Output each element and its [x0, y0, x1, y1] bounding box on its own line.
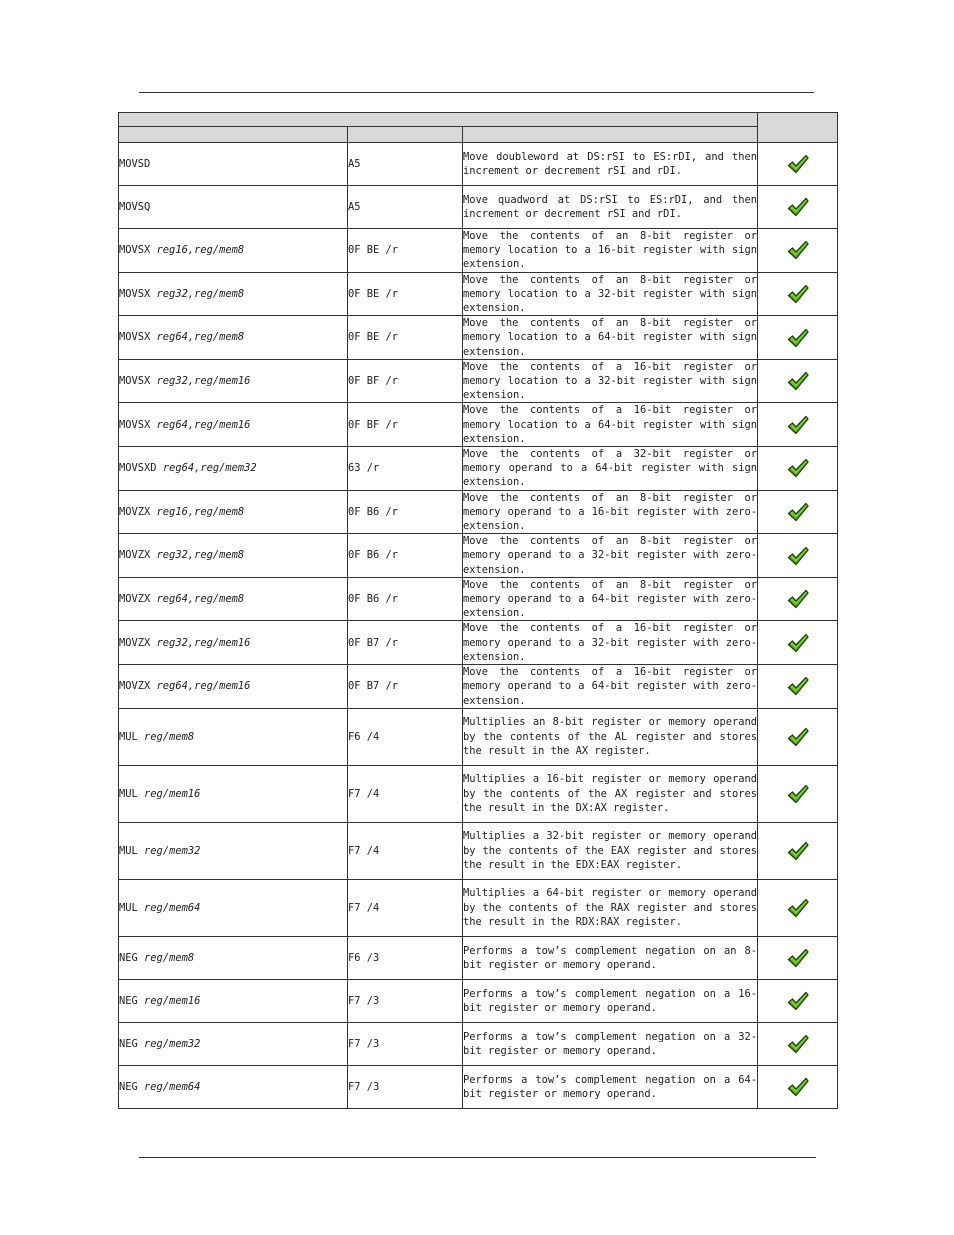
header-group-cell — [119, 113, 758, 127]
support-cell — [758, 822, 838, 879]
table-row — [119, 186, 838, 229]
table-row — [119, 316, 838, 360]
support-cell — [758, 229, 838, 273]
operands-text: reg64,reg/mem8 — [156, 331, 245, 344]
opcode-cell: A5 — [348, 143, 463, 186]
checkmark-icon — [787, 371, 809, 391]
opcode-cell: F7 /3 — [348, 1022, 463, 1065]
support-cell — [758, 534, 838, 578]
table-row — [119, 229, 838, 273]
checkmark-icon — [787, 676, 809, 696]
operands-text: reg64,reg/mem16 — [156, 418, 251, 431]
opcode-cell: 0F BE /r — [348, 316, 463, 360]
checkmark-icon — [787, 991, 809, 1011]
description-cell: Multiplies a 64-bit register or memory operand by the contents of the RAX register and stores the result in the RDX:RAX register. — [463, 879, 758, 936]
operands-text: reg/mem64 — [144, 1080, 201, 1093]
instruction-cell — [119, 822, 348, 879]
operands-text: reg32,reg/mem8 — [156, 287, 245, 300]
description-cell: Move quadword at DS:rSI to ES:rDI, and then increment or decrement rSI and rDI. — [463, 186, 758, 229]
header-rule — [139, 92, 814, 93]
checkmark-icon — [787, 898, 809, 918]
description-cell: Move the contents of a 16-bit register or memory operand to a 64-bit register with zero-extension. — [463, 666, 758, 707]
instruction-cell — [119, 708, 348, 765]
opcode-cell: 0F BE /r — [348, 272, 463, 316]
opcode-cell: F7 /4 — [348, 765, 463, 822]
opcode-cell: A5 — [348, 186, 463, 229]
instruction-cell — [119, 447, 348, 491]
table-row — [119, 272, 838, 316]
instruction-cell — [119, 765, 348, 822]
opcode-cell: 63 /r — [348, 447, 463, 491]
instruction-cell — [119, 1022, 348, 1065]
table-row — [119, 359, 838, 403]
checkmark-icon — [787, 328, 809, 348]
description-cell: Multiplies a 16-bit register or memory operand by the contents of the AX register and stores the result in the DX:AX register. — [463, 765, 758, 822]
description-cell: Move the contents of an 8-bit register or memory location to a 16-bit register with sign extension. — [463, 230, 758, 271]
support-cell — [758, 403, 838, 447]
header-opcode-cell — [348, 127, 463, 143]
mnemonic-text: NEG — [119, 1080, 138, 1093]
table-row — [119, 447, 838, 491]
description-cell: Move the contents of an 8-bit register or memory operand to a 16-bit register with zero-extension. — [463, 491, 758, 533]
table-row — [119, 1022, 838, 1065]
operands-text: reg64,reg/mem8 — [156, 593, 245, 606]
checkmark-icon — [787, 546, 809, 566]
opcode-cell: F7 /3 — [348, 979, 463, 1022]
description-cell: Move the contents of a 16-bit register or memory location to a 32-bit register with sign extension. — [463, 360, 758, 402]
description-cell: Multiplies a 32-bit register or memory operand by the contents of the EAX register and stores the result in the EDX:EAX register. — [463, 822, 758, 879]
checkmark-icon — [787, 589, 809, 609]
opcode-cell: 0F BF /r — [348, 403, 463, 447]
instruction-cell — [119, 979, 348, 1022]
support-cell — [758, 879, 838, 936]
mnemonic-text: MOVSQ — [119, 200, 151, 213]
description-cell: Performs a tow’s complement negation on a 64-bit register or memory operand. — [463, 1065, 758, 1108]
mnemonic-text: MOVSD — [119, 157, 151, 170]
opcode-cell: 0F B6 /r — [348, 577, 463, 621]
table-row — [119, 936, 838, 979]
mnemonic-text: MOVSX — [119, 331, 151, 344]
opcode-cell: 0F B6 /r — [348, 534, 463, 578]
instruction-cell — [119, 403, 348, 447]
description-cell: Move the contents of a 32-bit register or memory operand to a 64-bit register with sign extension. — [463, 448, 758, 489]
support-cell — [758, 359, 838, 403]
header-description-cell — [463, 127, 758, 143]
support-cell — [758, 272, 838, 316]
opcode-cell: 0F BE /r — [348, 229, 463, 273]
description-cell: Performs a tow’s complement negation on an 8-bit register or memory operand. — [463, 936, 758, 979]
instruction-cell — [119, 1065, 348, 1108]
opcode-cell: 0F B6 /r — [348, 490, 463, 534]
table-row — [119, 1065, 838, 1108]
operands-text: reg/mem8 — [144, 951, 195, 964]
support-cell — [758, 979, 838, 1022]
instruction-cell — [119, 621, 348, 665]
support-cell — [758, 447, 838, 491]
description-cell: Move the contents of a 16-bit register or memory operand to a 32-bit register with zero-extension. — [463, 622, 758, 663]
operands-text: reg/mem8 — [144, 730, 195, 743]
checkmark-icon — [787, 1034, 809, 1054]
table-row — [119, 621, 838, 665]
instruction-cell — [119, 665, 348, 709]
instruction-table — [118, 112, 838, 1109]
description-cell: Move the contents of a 16-bit register or memory location to a 64-bit register with sign extension. — [463, 404, 758, 445]
description-cell: Performs a tow’s complement negation on a 16-bit register or memory operand. — [463, 979, 758, 1022]
mnemonic-text: MOVZX — [119, 505, 151, 518]
checkmark-icon — [787, 415, 809, 435]
checkmark-icon — [787, 727, 809, 747]
checkmark-icon — [787, 633, 809, 653]
table-row — [119, 822, 838, 879]
mnemonic-text: MOVZX — [119, 549, 151, 562]
support-cell — [758, 708, 838, 765]
support-cell — [758, 490, 838, 534]
instruction-cell — [119, 936, 348, 979]
opcode-cell: F7 /4 — [348, 879, 463, 936]
table-row — [119, 979, 838, 1022]
table-row — [119, 577, 838, 621]
operands-text: reg16,reg/mem8 — [156, 244, 245, 257]
header-support-cell — [758, 113, 838, 143]
checkmark-icon — [787, 1077, 809, 1097]
support-cell — [758, 143, 838, 186]
support-cell — [758, 621, 838, 665]
table-row — [119, 765, 838, 822]
description-cell: Move doubleword at DS:rSI to ES:rDI, and then increment or decrement rSI and rDI. — [463, 143, 758, 186]
instruction-cell — [119, 186, 348, 229]
checkmark-icon — [787, 240, 809, 260]
mnemonic-text: MUL — [119, 730, 138, 743]
instruction-cell — [119, 229, 348, 273]
operands-text: reg16,reg/mem8 — [156, 505, 245, 518]
checkmark-icon — [787, 841, 809, 861]
description-cell: Multiplies an 8-bit register or memory operand by the contents of the AL register and stores the result in the AX register. — [463, 708, 758, 765]
mnemonic-text: MOVZX — [119, 680, 151, 693]
instruction-cell — [119, 534, 348, 578]
table-row — [119, 879, 838, 936]
opcode-cell: F6 /4 — [348, 708, 463, 765]
mnemonic-text: MUL — [119, 901, 138, 914]
support-cell — [758, 1022, 838, 1065]
operands-text: reg/mem32 — [144, 1037, 201, 1050]
description-cell: Move the contents of an 8-bit register or memory location to a 64-bit register with sign extension. — [463, 317, 758, 358]
opcode-cell: F7 /4 — [348, 822, 463, 879]
mnemonic-text: MOVZX — [119, 636, 151, 649]
instruction-cell — [119, 879, 348, 936]
header-mnemonic-cell — [119, 127, 348, 143]
table-row — [119, 534, 838, 578]
instruction-cell — [119, 316, 348, 360]
support-cell — [758, 186, 838, 229]
mnemonic-text: MUL — [119, 787, 138, 800]
operands-text: reg64,reg/mem16 — [156, 680, 251, 693]
mnemonic-text: MOVSXD — [119, 462, 157, 475]
support-cell — [758, 765, 838, 822]
operands-text: reg32,reg/mem16 — [156, 375, 251, 388]
opcode-cell: 0F B7 /r — [348, 621, 463, 665]
footer-rule — [139, 1157, 816, 1158]
mnemonic-text: MOVSX — [119, 244, 151, 257]
support-cell — [758, 316, 838, 360]
table-row — [119, 665, 838, 709]
table-row — [119, 143, 838, 186]
description-cell: Move the contents of an 8-bit register or memory location to a 32-bit register with sign extension. — [463, 273, 758, 315]
mnemonic-text: NEG — [119, 1037, 138, 1050]
checkmark-icon — [787, 948, 809, 968]
operands-text: reg32,reg/mem8 — [156, 549, 245, 562]
support-cell — [758, 665, 838, 709]
mnemonic-text: NEG — [119, 994, 138, 1007]
checkmark-icon — [787, 502, 809, 522]
mnemonic-text: MOVSX — [119, 418, 151, 431]
instruction-cell — [119, 359, 348, 403]
instruction-cell — [119, 577, 348, 621]
instruction-cell — [119, 272, 348, 316]
support-cell — [758, 936, 838, 979]
checkmark-icon — [787, 284, 809, 304]
operands-text: reg32,reg/mem16 — [156, 636, 251, 649]
mnemonic-text: NEG — [119, 951, 138, 964]
mnemonic-text: MUL — [119, 844, 138, 857]
opcode-cell: F6 /3 — [348, 936, 463, 979]
checkmark-icon — [787, 154, 809, 174]
description-cell: Move the contents of an 8-bit register or memory operand to a 64-bit register with zero-extension. — [463, 578, 758, 620]
description-cell: Move the contents of an 8-bit register or memory operand to a 32-bit register with zero-extension. — [463, 535, 758, 576]
table-row — [119, 708, 838, 765]
instruction-cell — [119, 490, 348, 534]
opcode-cell: 0F BF /r — [348, 359, 463, 403]
description-cell: Performs a tow’s complement negation on a 32-bit register or memory operand. — [463, 1022, 758, 1065]
operands-text: reg/mem16 — [144, 994, 201, 1007]
mnemonic-text: MOVSX — [119, 287, 151, 300]
mnemonic-text: MOVZX — [119, 593, 151, 606]
table-row — [119, 490, 838, 534]
support-cell — [758, 1065, 838, 1108]
table-header — [119, 113, 838, 143]
operands-text: reg64,reg/mem32 — [162, 462, 257, 475]
table-row — [119, 403, 838, 447]
instruction-cell — [119, 143, 348, 186]
opcode-cell: F7 /3 — [348, 1065, 463, 1108]
checkmark-icon — [787, 197, 809, 217]
mnemonic-text: MOVSX — [119, 375, 151, 388]
operands-text: reg/mem32 — [144, 844, 201, 857]
table-body — [119, 143, 838, 1109]
checkmark-icon — [787, 458, 809, 478]
checkmark-icon — [787, 784, 809, 804]
support-cell — [758, 577, 838, 621]
operands-text: reg/mem64 — [144, 901, 201, 914]
opcode-cell: 0F B7 /r — [348, 665, 463, 709]
operands-text: reg/mem16 — [144, 787, 201, 800]
